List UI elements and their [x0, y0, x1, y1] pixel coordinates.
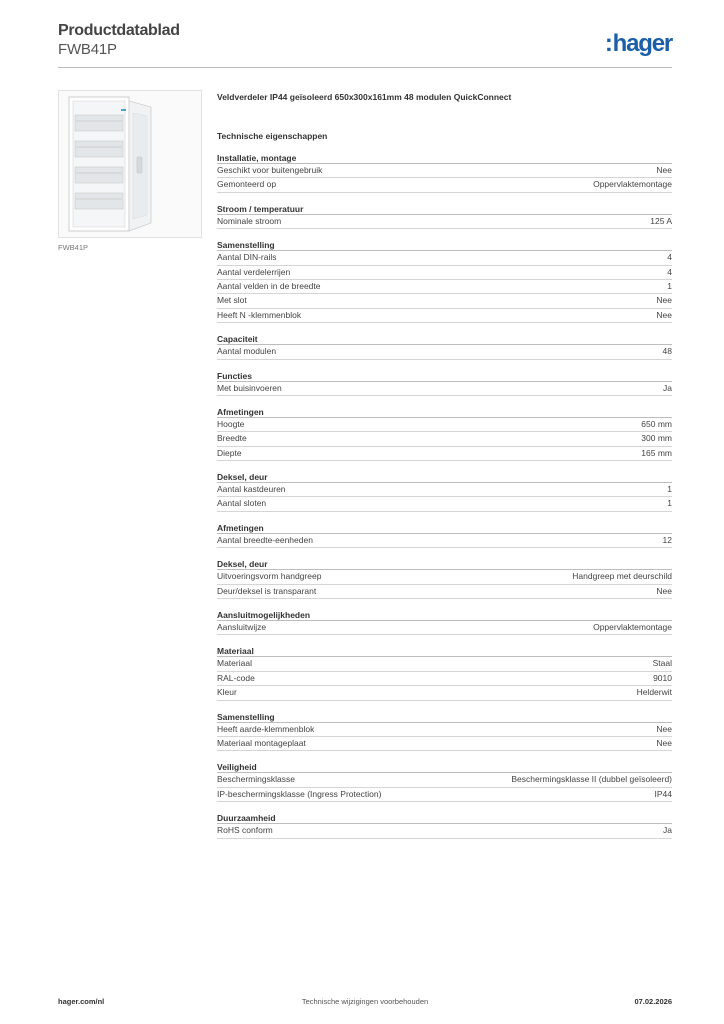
spec-row: [217, 432, 672, 446]
spec-value: Nee: [656, 723, 672, 734]
spec-value: Nee: [656, 737, 672, 748]
spec-section: [217, 761, 672, 802]
spec-label: Materiaal montageplaat: [217, 737, 306, 748]
spec-section: [217, 333, 672, 359]
spec-section: [217, 812, 672, 838]
spec-label: Aantal DIN-rails: [217, 252, 277, 263]
spec-value: 165 mm: [641, 447, 672, 458]
spec-label: Heeft N -klemmenblok: [217, 309, 302, 320]
spec-row: [217, 345, 672, 359]
spec-row: [217, 773, 672, 787]
spec-value: Oppervlaktemontage: [593, 622, 672, 633]
spec-value: 300 mm: [641, 433, 672, 444]
spec-value: Ja: [663, 825, 672, 836]
spec-row: [217, 178, 672, 192]
spec-row: [217, 657, 672, 671]
footer-website: hager.com/nl: [58, 997, 105, 1006]
spec-row: [217, 280, 672, 294]
spec-value: Oppervlaktemontage: [593, 179, 672, 190]
spec-row: [217, 534, 672, 548]
spec-row: [217, 309, 672, 323]
spec-label: Aantal verdelerrijen: [217, 266, 291, 277]
spec-label: Diepte: [217, 447, 242, 458]
spec-row: [217, 164, 672, 178]
spec-label: Aantal sloten: [217, 498, 267, 509]
section-title: Samenstelling: [217, 711, 672, 723]
logo-text: hager: [612, 30, 672, 57]
spec-label: Gemonteerd op: [217, 179, 277, 190]
spec-row: [217, 447, 672, 461]
spec-section: [217, 471, 672, 512]
spec-label: Breedte: [217, 433, 247, 444]
spec-row: [217, 723, 672, 737]
spec-label: Met slot: [217, 295, 247, 306]
image-caption: FWB41P: [58, 243, 89, 252]
spec-value: Handgreep met deurschild: [572, 571, 672, 582]
spec-label: Aantal kastdeuren: [217, 484, 286, 495]
section-title: Afmetingen: [217, 522, 672, 534]
section-title: Functies: [217, 370, 672, 382]
section-title: Samenstelling: [217, 239, 672, 251]
spec-label: Heeft aarde-klemmenblok: [217, 723, 315, 734]
section-title: Veiligheid: [217, 761, 672, 773]
spec-sections: [217, 152, 672, 839]
spec-row: [217, 686, 672, 700]
section-title: Stroom / temperatuur: [217, 203, 672, 215]
spec-section: [217, 406, 672, 461]
spec-row: [217, 382, 672, 396]
spec-section: [217, 203, 672, 229]
spec-section: [217, 711, 672, 752]
spec-value: Beschermingsklasse II (dubbel geïsoleerd): [511, 774, 672, 785]
spec-label: Aantal modulen: [217, 346, 277, 357]
spec-label: Beschermingsklasse: [217, 774, 295, 785]
spec-label: Geschikt voor buitengebruik: [217, 165, 323, 175]
section-title: Installatie, montage: [217, 152, 672, 164]
spec-value: 650 mm: [641, 418, 672, 429]
spec-value: 9010: [653, 672, 672, 683]
spec-section: [217, 558, 672, 599]
spec-row: [217, 266, 672, 280]
spec-row: [217, 418, 672, 432]
spec-row: [217, 251, 672, 265]
spec-value: Nee: [656, 295, 672, 306]
spec-value: IP44: [654, 788, 672, 799]
spec-value: Nee: [656, 585, 672, 596]
section-title: Deksel, deur: [217, 558, 672, 570]
spec-value: 1: [667, 484, 672, 495]
spec-label: Met buisinvoeren: [217, 382, 282, 393]
section-title: Afmetingen: [217, 406, 672, 418]
spec-label: Deur/deksel is transparant: [217, 585, 317, 596]
spec-label: Aantal breedte-eenheden: [217, 534, 313, 545]
distribution-board-image: [58, 90, 202, 238]
spec-value: 4: [667, 252, 672, 263]
spec-label: Hoogte: [217, 418, 245, 429]
spec-label: Aantal velden in de breedte: [217, 280, 321, 291]
section-title: Duurzaamheid: [217, 812, 672, 824]
hager-logo: :hager: [604, 30, 672, 57]
spec-row: [217, 215, 672, 229]
section-title: Aansluitmogelijkheden: [217, 609, 672, 621]
section-title: Capaciteit: [217, 333, 672, 345]
spec-section: [217, 609, 672, 635]
spec-value: Helderwit: [636, 687, 672, 698]
spec-section: [217, 239, 672, 323]
spec-value: 12: [662, 534, 672, 545]
spec-label: Nominale stroom: [217, 215, 282, 226]
spec-label: Kleur: [217, 687, 237, 698]
section-title: Deksel, deur: [217, 471, 672, 483]
spec-value: Ja: [663, 382, 672, 393]
spec-value: Staal: [652, 658, 672, 669]
spec-row: [217, 585, 672, 599]
spec-value: 4: [667, 266, 672, 277]
spec-label: IP-beschermingsklasse (Ingress Protection): [217, 788, 382, 799]
spec-section: [217, 645, 672, 700]
spec-row: [217, 497, 672, 511]
footer-date: 07.02.2026: [634, 997, 672, 1006]
spec-value: 1: [667, 280, 672, 291]
spec-label: Materiaal: [217, 658, 252, 669]
spec-section: [217, 370, 672, 396]
spec-label: RoHS conform: [217, 825, 273, 836]
spec-row: [217, 483, 672, 497]
spec-value: Nee: [656, 165, 672, 175]
document-title: Productdatablad: [58, 22, 180, 39]
specifications-panel: [217, 90, 672, 839]
technical-properties-heading: Technische eigenschappen: [217, 131, 328, 141]
spec-value: 1: [667, 498, 672, 509]
spec-row: [217, 570, 672, 584]
product-code: FWB41P: [58, 41, 117, 58]
spec-row: [217, 294, 672, 308]
spec-label: Uitvoeringsvorm handgreep: [217, 571, 322, 582]
spec-section: [217, 522, 672, 548]
footer-disclaimer: Technische wijzigingen voorbehouden: [301, 997, 429, 1006]
spec-row: [217, 621, 672, 635]
spec-value: 48: [662, 346, 672, 357]
page-header: [58, 22, 672, 68]
spec-value: 125 A: [650, 215, 672, 226]
spec-row: [217, 824, 672, 838]
product-description: Veldverdeler IP44 geïsoleerd 650x300x161mm 48 modulen QuickConnect: [217, 92, 512, 102]
spec-label: Aansluitwijze: [217, 622, 267, 633]
spec-label: RAL-code: [217, 672, 255, 683]
spec-row: [217, 737, 672, 751]
spec-value: Nee: [656, 309, 672, 320]
spec-section: [217, 152, 672, 193]
spec-row: [217, 672, 672, 686]
spec-row: [217, 788, 672, 802]
section-title: Materiaal: [217, 645, 672, 657]
